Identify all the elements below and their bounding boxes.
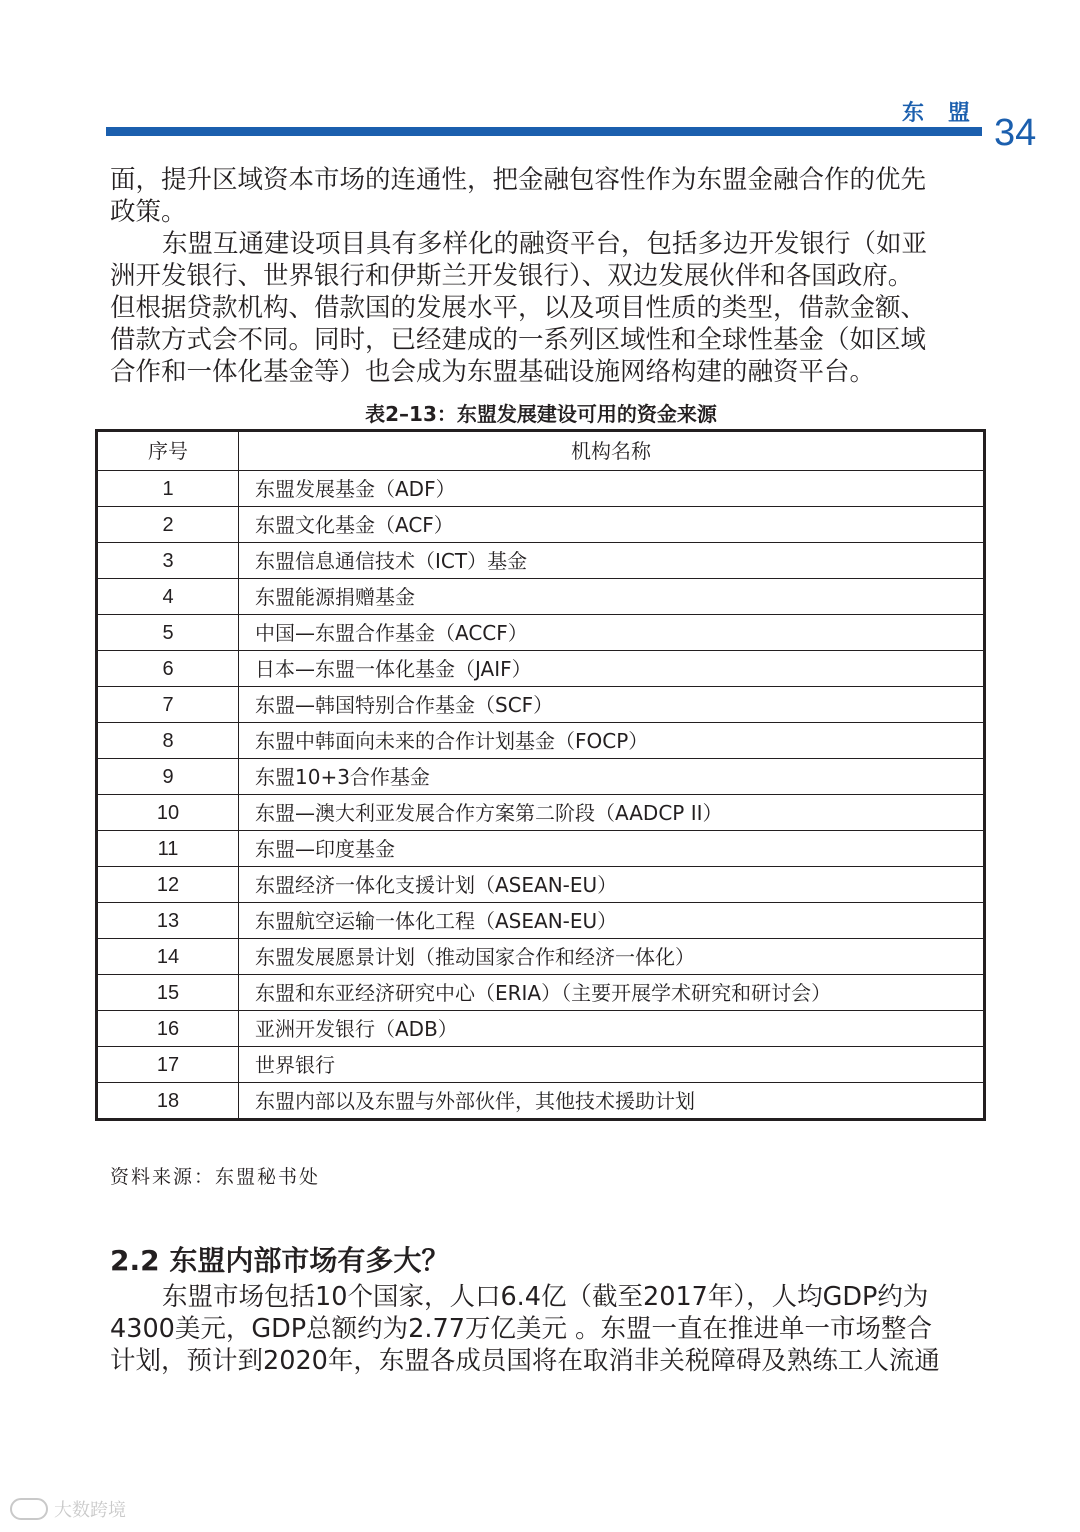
row-number: 13	[97, 903, 239, 939]
institution-name: 东盟—印度基金	[239, 831, 985, 867]
institution-name: 东盟发展愿景计划（推动国家合作和经济一体化）	[239, 939, 985, 975]
table-row	[97, 543, 985, 579]
row-number: 4	[97, 579, 239, 615]
row-number: 12	[97, 867, 239, 903]
institution-name: 东盟发展基金（ADF）	[239, 471, 985, 507]
text-line: 合作和一体化基金等）也会成为东盟基础设施网络构建的融资平台。	[110, 357, 876, 387]
table-row	[97, 615, 985, 651]
section-heading: 2.2 东盟内部市场有多大？	[110, 1244, 450, 1278]
institution-name: 东盟文化基金（ACF）	[239, 507, 985, 543]
row-number: 18	[97, 1083, 239, 1120]
table-row	[97, 687, 985, 723]
institution-name: 日本—东盟一体化基金（JAIF）	[239, 651, 985, 687]
text-line: 借款方式会不同。同时，已经建成的一系列区域性和全球性基金（如区域	[110, 325, 927, 355]
table-row	[97, 831, 985, 867]
table-header-row	[97, 431, 985, 471]
institution-name: 东盟航空运输一体化工程（ASEAN-EU）	[239, 903, 985, 939]
text-line: 东盟互通建设项目具有多样化的融资平台，包括多边开发银行（如亚	[162, 229, 928, 259]
institution-name: 东盟10+3合作基金	[239, 759, 985, 795]
paragraph-financing-platforms	[110, 228, 976, 388]
institution-name: 亚洲开发银行（ADB）	[239, 1011, 985, 1047]
table-row	[97, 1047, 985, 1083]
row-number: 9	[97, 759, 239, 795]
institution-name: 东盟信息通信技术（ICT）基金	[239, 543, 985, 579]
paragraph-financial-inclusion	[110, 164, 976, 228]
text-line: 洲开发银行、世界银行和伊斯兰开发银行）、双边发展伙伴和各国政府。	[110, 261, 914, 291]
row-number: 3	[97, 543, 239, 579]
table-row	[97, 723, 985, 759]
table-row	[97, 867, 985, 903]
row-number: 5	[97, 615, 239, 651]
institution-name: 东盟和东亚经济研究中心（ERIA）（主要开展学术研究和研讨会）	[239, 975, 985, 1011]
table-row	[97, 579, 985, 615]
table-row	[97, 759, 985, 795]
watermark	[10, 1496, 126, 1522]
table-caption: 表2–13：东盟发展建设可用的资金来源	[365, 402, 717, 426]
institution-name: 东盟—澳大利亚发展合作方案第二阶段（AADCP II）	[239, 795, 985, 831]
row-number: 15	[97, 975, 239, 1011]
institution-name: 东盟能源捐赠基金	[239, 579, 985, 615]
table-row	[97, 471, 985, 507]
page-number: 34	[994, 112, 1037, 154]
text-line: 但根据贷款机构、借款国的发展水平，以及项目性质的类型，借款金额、	[110, 293, 927, 323]
row-number: 2	[97, 507, 239, 543]
table-row	[97, 1083, 985, 1120]
running-header-title: 东盟	[902, 101, 995, 126]
table-row	[97, 903, 985, 939]
row-number: 17	[97, 1047, 239, 1083]
row-number: 14	[97, 939, 239, 975]
table-row	[97, 975, 985, 1011]
paragraph-asean-market	[110, 1281, 976, 1377]
text-line: 东盟市场包括10个国家，人口6.4亿（截至2017年），人均GDP约为	[162, 1282, 929, 1312]
institution-name: 中国—东盟合作基金（ACCF）	[239, 615, 985, 651]
header-serial-number: 序号	[97, 431, 239, 471]
funding-sources-table	[95, 429, 986, 1121]
table-source-note: 资料来源：东盟秘书处	[110, 1166, 321, 1188]
header-institution-name: 机构名称	[239, 431, 985, 471]
table-row	[97, 651, 985, 687]
row-number: 8	[97, 723, 239, 759]
header-rule	[106, 127, 982, 136]
text-line: 计划，预计到2020年，东盟各成员国将在取消非关税障碍及熟练工人流通	[110, 1346, 940, 1376]
institution-name: 东盟内部以及东盟与外部伙伴，其他技术援助计划	[239, 1083, 985, 1120]
text-line: 面，提升区域资本市场的连通性，把金融包容性作为东盟金融合作的优先	[110, 165, 927, 195]
watermark-text: 大数跨境	[54, 1500, 126, 1521]
institution-name: 世界银行	[239, 1047, 985, 1083]
table-row	[97, 507, 985, 543]
row-number: 10	[97, 795, 239, 831]
row-number: 16	[97, 1011, 239, 1047]
row-number: 1	[97, 471, 239, 507]
table-row	[97, 795, 985, 831]
watermark-logo-icon	[10, 1498, 48, 1520]
table-row	[97, 939, 985, 975]
row-number: 11	[97, 831, 239, 867]
table-row	[97, 1011, 985, 1047]
row-number: 6	[97, 651, 239, 687]
text-line: 政策。	[110, 197, 187, 227]
institution-name: 东盟经济一体化支援计划（ASEAN-EU）	[239, 867, 985, 903]
institution-name: 东盟中韩面向未来的合作计划基金（FOCP）	[239, 723, 985, 759]
institution-name: 东盟—韩国特别合作基金（SCF）	[239, 687, 985, 723]
row-number: 7	[97, 687, 239, 723]
text-line: 4300美元，GDP总额约为2.77万亿美元 。东盟一直在推进单一市场整合	[110, 1314, 933, 1344]
